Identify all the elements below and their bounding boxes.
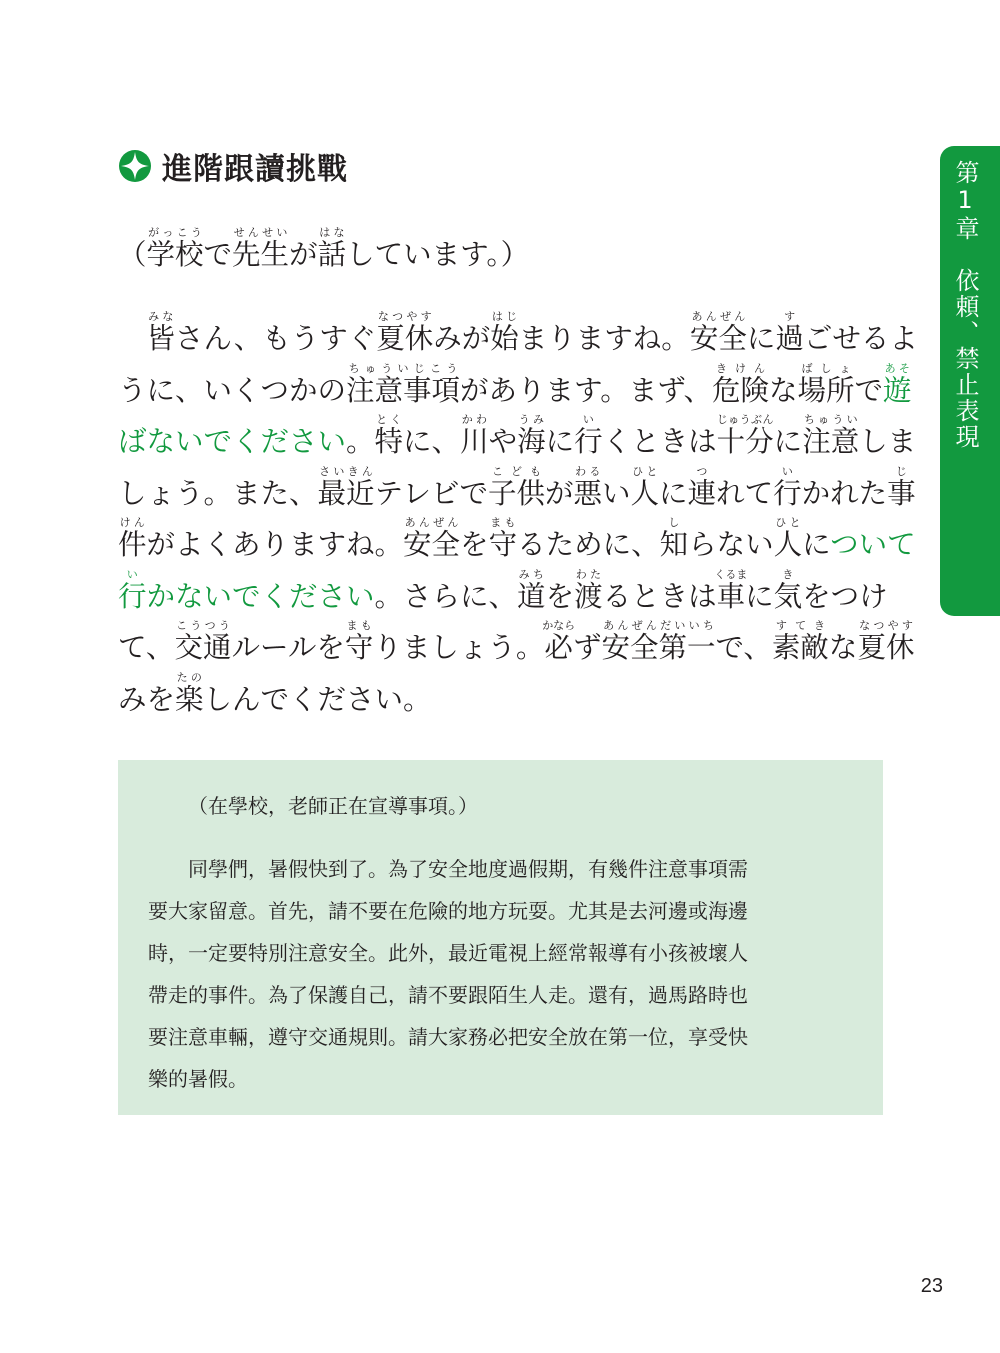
translation-scene: （在學校，老師正在宣導事項。） xyxy=(188,794,478,818)
page-number: 23 xyxy=(920,1275,943,1297)
japanese-line: しょう。また、最近さいきんテレビで子供こどもが悪わるい人ひとに連つれて行いかれた事じ xyxy=(118,464,916,510)
japanese-line: うに、いくつかの注意事項ちゅういじこうがあります。まず、危険きけんな場所ばしょで遊あそ xyxy=(118,361,912,407)
translation-line: 要大家留意。首先，請不要在危險的地方玩耍。尤其是去河邊或海邊 xyxy=(148,899,748,923)
japanese-line: みを楽たのしんでください。 xyxy=(118,670,432,716)
japanese-line: て、交通こうつうルールを守まもりましょう。必かならず安全第一あんぜんだいいちで、素敵すてきな夏休なつやす xyxy=(118,619,915,664)
japanese-passage xyxy=(118,310,918,722)
translation-box xyxy=(118,760,883,1115)
japanese-line: 件けんがよくありますね。安全あんぜんを守まもるために、知しらない人ひとについて xyxy=(118,516,916,561)
japanese-line: 皆みなさん、もうすぐ夏休なつやすみが始はじまりますね。安全あんぜんに過すごせるよ xyxy=(146,310,918,355)
translation-line: 同學們，暑假快到了。為了安全地度過假期，有幾件注意事項需 xyxy=(188,857,748,881)
chapter-tab xyxy=(940,146,1000,616)
translation-line: 帶走的事件。為了保護自己，請不要跟陌生人走。還有，過馬路時也 xyxy=(148,983,748,1007)
japanese-line: ばないでください。特とくに、川かわや海うみに行いくときは十分じゅうぶんに注意ちゅういしま xyxy=(118,413,917,458)
translation-line: 時，一定要特別注意安全。此外，最近電視上經常報導有小孩被壞人 xyxy=(148,941,748,965)
section-title: 進階跟讀挑戰 xyxy=(162,152,348,187)
japanese-line: 行いかないでください。さらに、道みちを渡わたるときは車くるまに気きをつけ xyxy=(118,567,888,613)
four-point-star-icon xyxy=(118,149,152,183)
translation-line: 樂的暑假。 xyxy=(148,1067,248,1091)
chapter-tab-label: 第1章 依頼、禁止表現 xyxy=(951,160,979,450)
section-heading xyxy=(118,146,348,186)
japanese-scene: （学校がっこうで先生せんせいが話はなしています。） xyxy=(118,226,530,271)
translation-line: 要注意車輛，遵守交通規則。請大家務必把安全放在第一位，享受快 xyxy=(148,1025,748,1049)
translation-paragraph xyxy=(148,848,860,1100)
